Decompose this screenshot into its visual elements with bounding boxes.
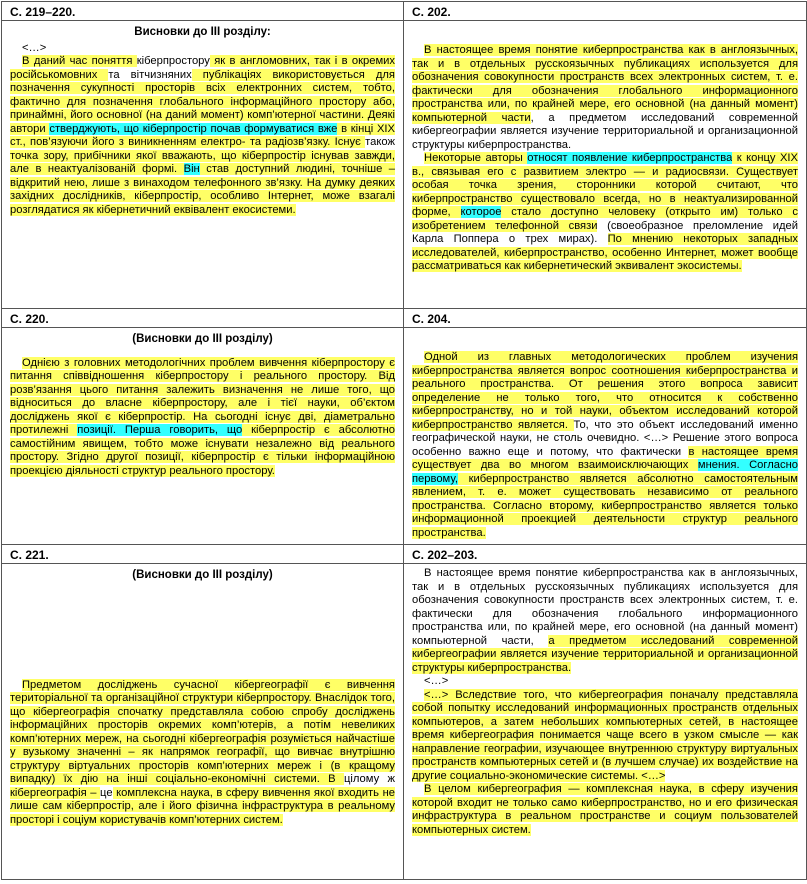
left-section-title-3: (Висновки до ІІІ розділу) — [132, 569, 273, 581]
plain-text: То, что это объект исследований именно географической науки, не столь очевидно. <…> Решение этого вопроса особенно важно еще и потому, что фактически — [412, 418, 799, 458]
plain-text: <…> — [424, 675, 449, 687]
comparison-table — [1, 1, 807, 880]
plain-text: цілому ж — [343, 773, 395, 785]
highlight-yellow-text: В целом кибергеография — комплексная наука, в сферу изучения которой входит не только само киберпространство, но и его физическая инфраструктура в реальном пространстве и социум пользователей компьютерных систем. — [412, 783, 798, 836]
highlight-yellow-text: кіберпростір є абсолютно самостійним явищем, тобто може існувати незалежно від реального простору. Згідно другої позиції, кіберпростір є тільки інформаційною проекцією діяльності структур реального простору. — [10, 424, 395, 477]
right-page-ref-3: С. 202–203. — [404, 545, 807, 564]
highlight-cyan-text: позиції. Перша говорить, що — [77, 424, 243, 436]
left-cell-1 — [2, 21, 404, 309]
highlight-yellow-text: Предметом досліджень сучасної кібергеографії є вивчення територіальної та організаційної структури кіберпростору. Внаслідок того, що кібергеографія спочатку представляла собою спробу досліджень інформаційних просторів окремих комп’ютерів, а потім невеликих комп’ютерних мереж, на сьогодні кібергеографія розуміється найчастіше у вузькому значенні – як напрямок географії, що вивчає внутрішню структуру віртуальних просторів комп’ютерних мереж і (в кращому випадку) їх дію на інші соціально-економічні системи. В — [10, 678, 395, 785]
highlight-yellow-text: в кінці XIX ст., пов’язуючи його з виникненням електро- та радіозв’язку. Існує — [10, 122, 395, 148]
left-section-title-2: (Висновки до ІІІ розділу) — [132, 333, 273, 345]
right-paragraph — [412, 689, 798, 784]
left-paragraph-1 — [10, 55, 395, 217]
highlight-yellow-text: По мнению некоторых западных исследователей, киберпространство, особенно Интернет, может вообще рассматриваться как кибернетический эквивалент экосистемы. — [412, 233, 798, 272]
highlight-yellow-text: а предметом исследований современной кибергеографии является изучение территориальной и организационной структуры киберпространства. — [412, 634, 799, 674]
left-page-ref-2: С. 220. — [2, 309, 404, 328]
highlight-yellow-text: в настоящее время существует два во многом взаимоисключающих — [412, 445, 798, 471]
highlight-yellow-text: кібергеографія – — [10, 786, 101, 799]
content-row-2 — [2, 328, 807, 545]
highlight-yellow-text: Однією з головних методологічних проблем вивчення кіберпростору є питання співвідношення кіберпростору і реального простору. Від розв’язання цього питання залежить визначення не лише того, що відноситься до власне кіберпростору, але і тієї науки, об’єктом досліджень якої є кіберпростір. На сьогодні існує дві, діаметрально протилежні — [10, 356, 395, 436]
left-cell-2 — [2, 328, 404, 545]
right-paragraph — [412, 351, 798, 540]
right-page-ref-2: С. 204. — [404, 309, 807, 328]
highlight-cyan-text: мнения. Согласно первому, — [412, 459, 798, 485]
highlight-yellow-text: киберпространство является абсолютно самостоятельным явлением, т. е. может существовать независимо от реального пространства. Согласно второму, киберпространство является только информационной проекцией деятельности структур реального пространства. — [412, 472, 798, 539]
right-paragraph — [412, 675, 798, 689]
highlight-yellow-text: <…> Вследствие того, что кибергеография поначалу представляла собой попытку исследований информационных пространств отдельных компьютеров, а затем небольших компьютерных сетей, в настоящее время кибергеография понимается чаще всего в узком смысле — как направление географии, изучающее внутреннюю структуру виртуальных пространств компьютерных сетей и (в лучшем случае) их воздействие на другие социально-экономические системы. <…> — [412, 688, 798, 782]
highlight-yellow-text: В настоящее время понятие киберпространства как в англоязычных, так и в отдельных русскоязычных публикациях используется для обозначения совокупности пространств всех электронных систем, т. е. фактически для обозначения глобального информационного пространства или, по крайней мере, его основной (на данный момент) компьютерной части — [412, 44, 798, 124]
highlight-yellow-text: стало доступно человеку (открыто им) только с изобретением телефонной связи — [412, 206, 798, 232]
highlight-cyan-text: Він — [183, 163, 200, 175]
highlight-yellow-text: як в англомовних, так і в окремих російськомовних — [10, 55, 395, 81]
highlight-yellow-text: Некоторые авторы — [424, 152, 528, 164]
left-page-ref-1: С. 219–220. — [2, 2, 404, 21]
header-row-1 — [2, 2, 807, 21]
left-page-ref-3: С. 221. — [2, 545, 404, 564]
plain-text: також — [365, 136, 395, 148]
right-paragraphs-1 — [412, 44, 798, 274]
plain-text: В настоящее время понятие киберпространства как в англоязычных, так и в отдельных русскоязычных публикациях используется для обозначения совокупности пространств всех электронных систем, т. е. фактически для обозначения глобального информационного пространства или, по крайней мере, его основной (на данный момент) компьютерной части, — [412, 567, 798, 647]
right-page-ref-1: С. 202. — [404, 2, 807, 21]
plain-text: , а предметом исследований современной кибергеографии является изучение территориальной и организационной структуры киберпространства. — [412, 111, 798, 151]
highlight-yellow-text: Деякі автори — [10, 109, 395, 135]
left-ellipsis-1: <…> — [22, 41, 47, 54]
right-paragraph — [412, 152, 798, 274]
highlight-yellow-text: став доступний людині, точніше – відкритий нею, лише з винаходом телефонного зв’язку. На думку деяких західних дослідників, кіберпростір, особливо Інтернет, може взагалі розглядатися як кібернетичний еквівалент екосистеми. — [10, 163, 396, 216]
highlight-yellow-text: к концу XIX в., связывая его с развитием электро — и радиосвязи. Существует особая точка зрения, сторонники которой считают, что киберпространство существовало всегда, но в неактуализированной форме, — [412, 152, 798, 218]
content-row-1 — [2, 21, 807, 309]
right-paragraph — [412, 567, 798, 675]
highlight-cyan-text: которое — [460, 206, 502, 218]
right-paragraph — [412, 44, 798, 152]
right-cell-3 — [404, 564, 807, 880]
right-paragraphs-2 — [412, 351, 798, 540]
left-cell-3 — [2, 564, 404, 880]
plain-text: кіберпростору — [136, 55, 210, 67]
right-cell-1 — [404, 21, 807, 309]
right-paragraphs-3 — [412, 567, 798, 837]
left-paragraph-3 — [10, 679, 395, 828]
plain-text: це — [100, 786, 113, 799]
highlight-yellow-text: публікаціях використовується для позначення сукупності просторів всіх електронних систем, тобто, фактично для позначення глобального інформаційного простору або, принаймні, його основної (на даний момент) комп’ютерної частини. — [10, 68, 395, 121]
highlight-yellow-text: Одной из главных методологических проблем изучения киберпространства является вопрос соотношения киберпространства и реального пространства. От решения этого вопроса зависит определение не только того, что относится к собственно киберпространству, но и той науки, объектом исследований которой киберпространство является. — [412, 351, 798, 431]
plain-text: (своеобразное преломление идей Карла Поппера о трех мирах). — [412, 219, 798, 245]
highlight-yellow-text: В даний час поняття — [22, 55, 137, 67]
left-section-title-1: Висновки до ІІІ розділу: — [134, 26, 271, 38]
highlight-cyan-text: относят появление киберпространства — [527, 152, 733, 164]
highlight-cyan-text: стверджують, що кіберпростір почав формуватися вже — [49, 122, 338, 135]
header-row-3 — [2, 545, 807, 564]
left-paragraph-2 — [10, 357, 395, 479]
highlight-yellow-text: комплексна наука, в сферу вивчення якої входить не лише сам кіберпростір, але і його фізична інфраструктура в реальному просторі і соціум користувачів комп’ютерних систем. — [10, 786, 395, 826]
plain-text: та вітчизняних — [108, 68, 192, 81]
content-row-3 — [2, 564, 807, 880]
header-row-2 — [2, 309, 807, 328]
highlight-yellow-text: точка зору, прибічники якої вважають, що кіберпростір існував завжди, але в неактуалізованій формі. — [10, 149, 395, 175]
right-cell-2 — [404, 328, 807, 545]
right-paragraph — [412, 783, 798, 837]
